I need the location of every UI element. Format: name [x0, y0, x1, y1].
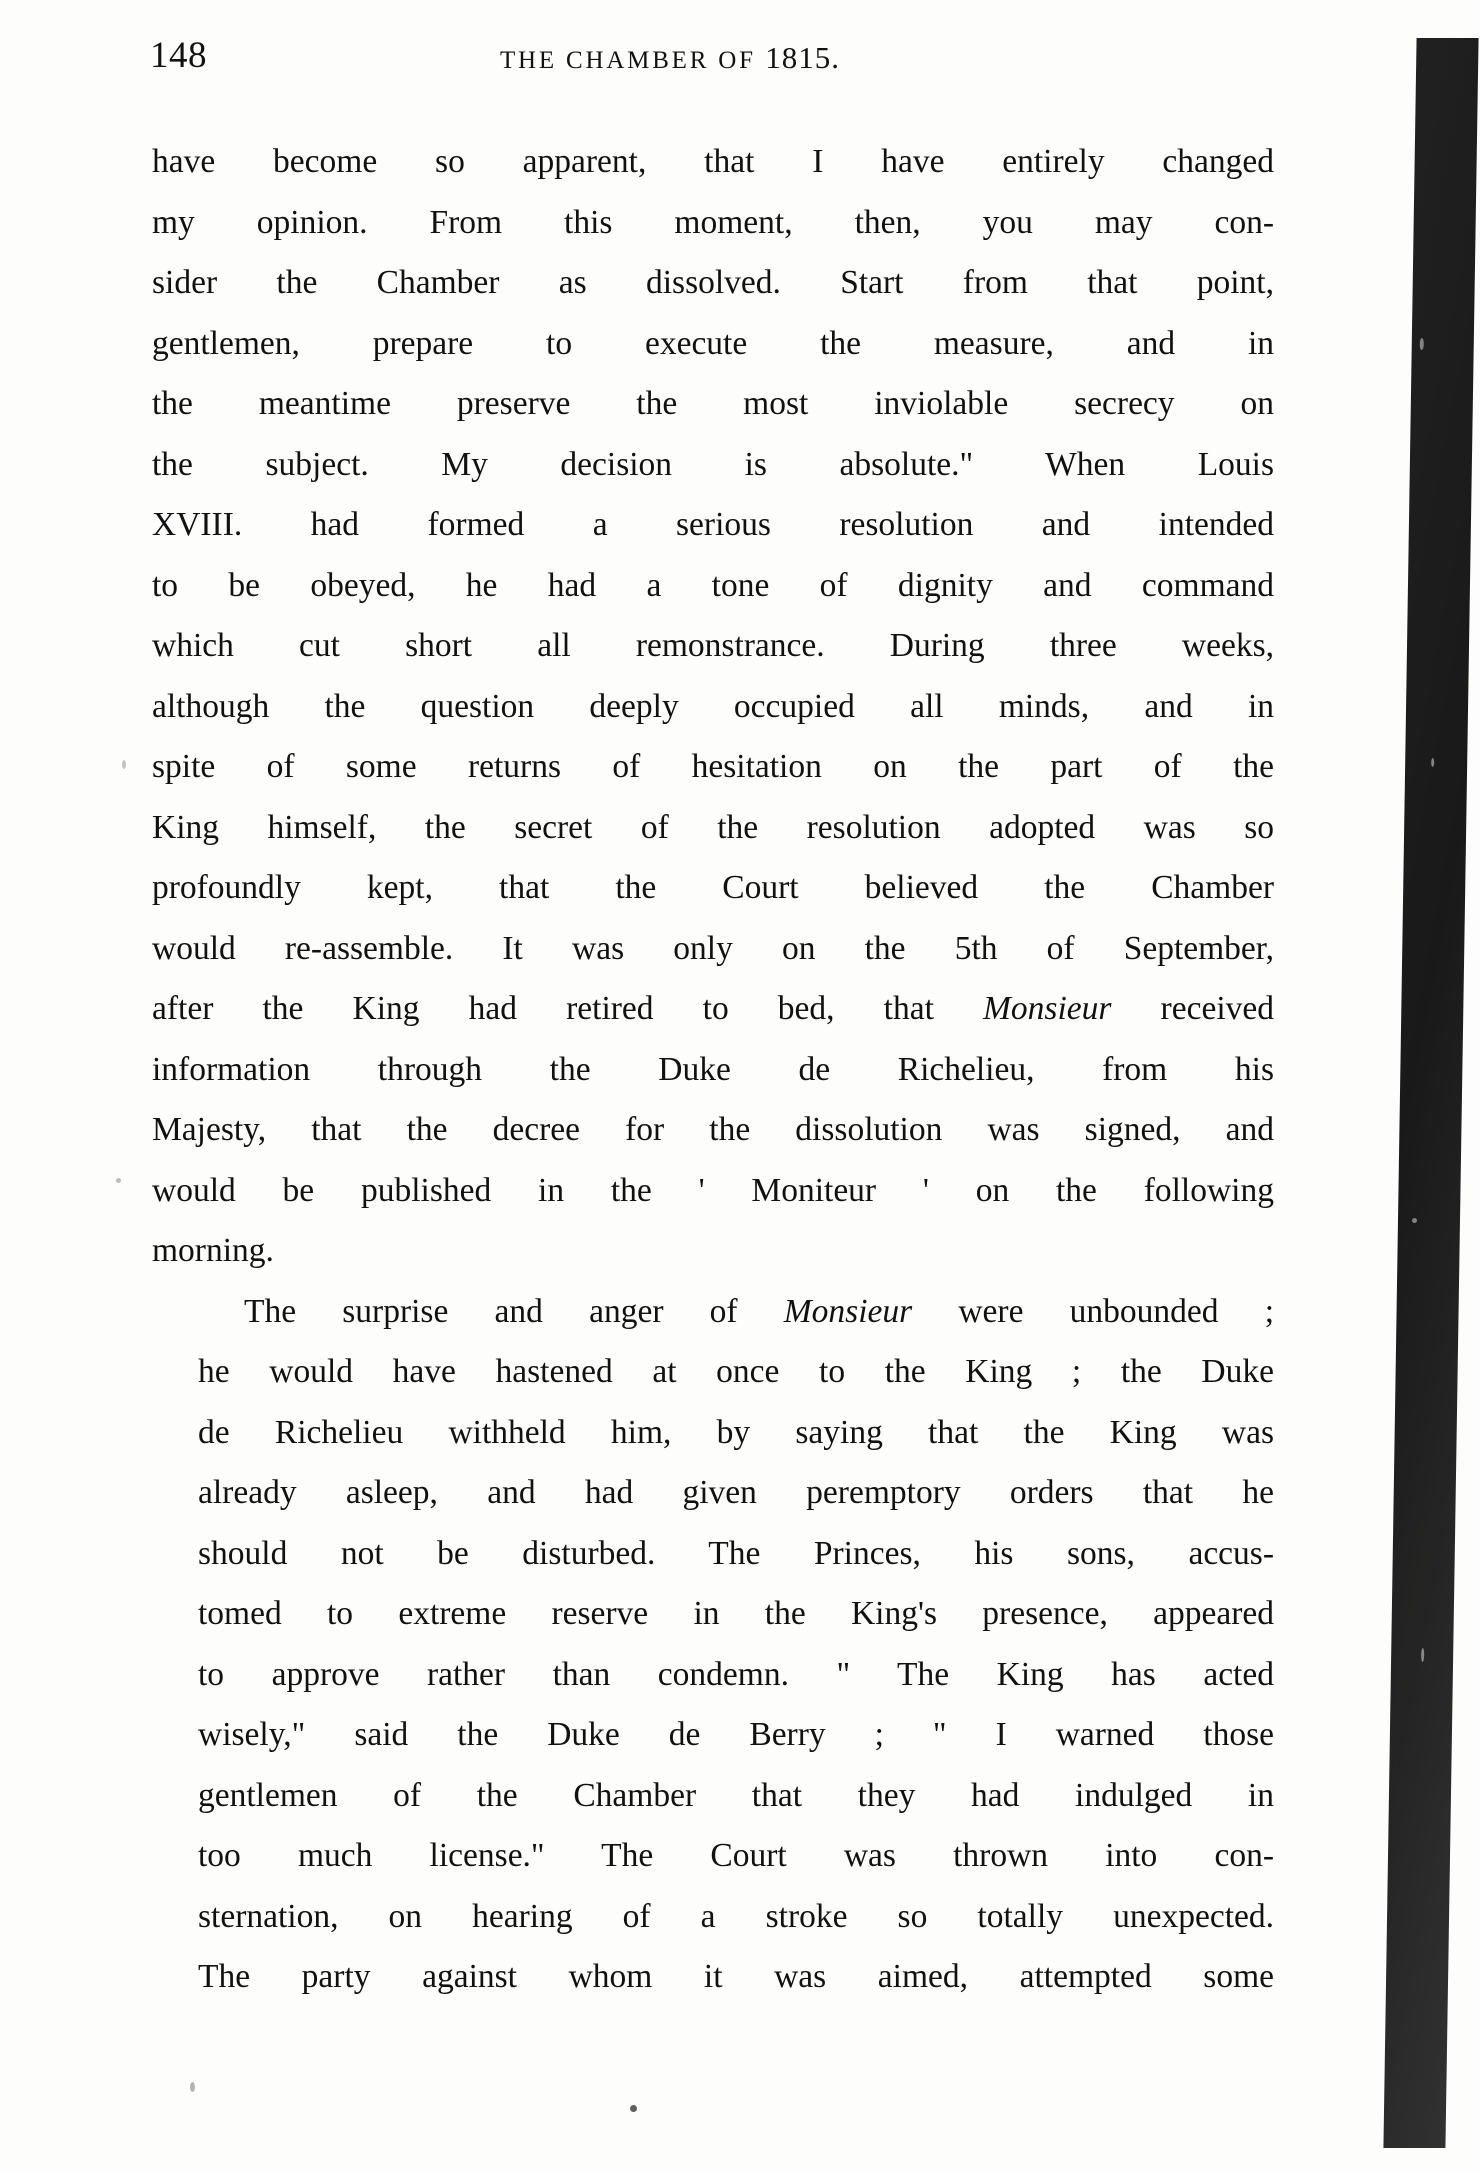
text-line: King himself, the secret of the resolution adopted was so — [152, 808, 1274, 846]
text-line: should not be disturbed. The Princes, his sons, accus- — [198, 1534, 1274, 1572]
running-head-title: THE CHAMBER OF — [499, 47, 756, 74]
text-line: which cut short all remonstrance. During three weeks, — [152, 627, 1274, 664]
text-line-italic-monsieur — [152, 979, 1274, 1040]
line-part: received — [1111, 990, 1274, 1027]
speck-icon — [122, 760, 126, 769]
running-head — [150, 40, 1190, 76]
text-line: Majesty, that the decree for the dissolution was signed, and — [152, 1111, 1274, 1148]
paragraph-1 — [152, 132, 1274, 1282]
text-line: the meantime preserve the most inviolable secrecy on — [152, 385, 1274, 422]
text-line: gentlemen of the Chamber that they had indulged in — [198, 1776, 1274, 1814]
text-line: although the question deeply occupied all minds, and in — [152, 687, 1274, 725]
italic-word: Monsieur — [783, 1292, 913, 1330]
text-line: XVIII. had formed a serious resolution and intended — [152, 506, 1274, 543]
text-line: sider the Chamber as dissolved. Start from that point, — [152, 264, 1274, 301]
page-body — [152, 132, 1274, 2008]
text-line: to approve rather than condemn. " The King has acted — [198, 1655, 1274, 1693]
paragraph-2 — [152, 1282, 1274, 2008]
text-line: information through the Duke de Richelieu, from his — [152, 1050, 1274, 1088]
page-number: 148 — [150, 35, 207, 76]
text-line-italic-monsieur — [152, 1282, 1274, 1343]
text-line: sternation, on hearing of a stroke so totally unexpected. — [198, 1897, 1274, 1935]
speck-icon — [630, 2105, 637, 2112]
text-line: would be published in the ' Moniteur ' on the following — [152, 1171, 1274, 1209]
text-line: gentlemen, prepare to execute the measure, and in — [152, 324, 1274, 362]
text-line: spite of some returns of hesitation on the part of the — [152, 748, 1274, 785]
text-line: have become so apparent, that I have entirely changed — [152, 143, 1274, 180]
italic-word: Monsieur — [983, 990, 1112, 1027]
text-line: to be obeyed, he had a tone of dignity and command — [152, 566, 1274, 604]
line-part: after the King had retired to bed, that — [152, 990, 984, 1027]
line-part: The surprise and anger of — [244, 1292, 784, 1330]
text-line: the subject. My decision is absolute." When Louis — [152, 445, 1274, 483]
text-line: my opinion. From this moment, then, you may con- — [152, 203, 1274, 241]
line-part: were unbounded ; — [912, 1292, 1275, 1330]
text-line: de Richelieu withheld him, by saying that the King was — [198, 1413, 1274, 1451]
page-header — [150, 34, 1270, 86]
text-line: he would have hastened at once to the King ; the Duke — [198, 1353, 1274, 1390]
text-line: too much license." The Court was thrown into con- — [198, 1837, 1274, 1874]
text-line: already asleep, and had given peremptory orders that he — [198, 1474, 1274, 1511]
text-line: wisely," said the Duke de Berry ; " I warned those — [198, 1716, 1274, 1753]
text-line: The party against whom it was aimed, attempted some — [198, 1958, 1274, 1995]
text-line: would re-assemble. It was only on the 5th of September, — [152, 929, 1274, 967]
speck-icon — [190, 2082, 195, 2092]
scan-edge-shadow — [1383, 38, 1478, 2148]
text-line: profoundly kept, that the Court believed the Chamber — [152, 869, 1274, 906]
text-line-last: morning. — [152, 1232, 274, 1269]
running-head-year: 1815. — [765, 40, 841, 75]
text-line: tomed to extreme reserve in the King's presence, appeared — [198, 1595, 1274, 1632]
speck-icon — [116, 1178, 121, 1183]
